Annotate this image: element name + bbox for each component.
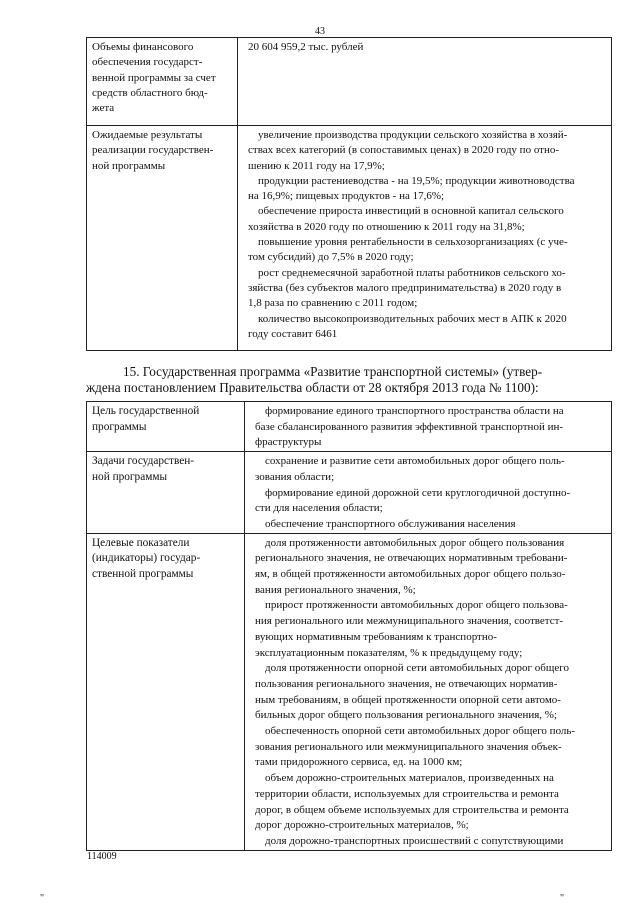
content-line: дорог, в общем объеме используемых для строительства и ремонта — [255, 803, 569, 816]
content-line: доля протяженности опорной сети автомобильных дорог общего — [265, 662, 569, 675]
label-line: жета — [92, 102, 115, 115]
label-line: Целевые показатели — [92, 536, 190, 549]
content-line: 20 604 959,2 тыс. рублей — [248, 41, 364, 53]
content-line: вания регионального значения, %; — [255, 583, 416, 596]
row-content-cell — [245, 402, 612, 452]
page-number: 43 — [315, 26, 325, 37]
label-line: Задачи государствен- — [92, 455, 195, 468]
scan-mark: " — [560, 893, 565, 904]
content-line: тами придорожного сервиса, ед. на 1000 км; — [255, 756, 463, 769]
content-line: вующих нормативным требованиям к транспортно- — [255, 630, 497, 643]
heading-line: 15. Государственная программа «Развитие транспортной системы» (утвер- — [123, 364, 543, 379]
content-line: фраструктуры — [255, 436, 322, 449]
table-row — [87, 402, 612, 452]
table-row — [87, 533, 612, 850]
content-line: пользования регионального значения, не отвечающих норматив- — [255, 677, 558, 690]
content-line: сти для населения области; — [255, 502, 383, 515]
content-line: объем дорожно-строительных материалов, произведенных на — [265, 772, 554, 785]
row-content-cell — [238, 126, 612, 351]
content-line: территории области, используемых для строительства и ремонта — [255, 787, 559, 800]
table-row — [87, 38, 612, 126]
content-line: эксплуатационным показателям, % к предыдущему году; — [255, 646, 523, 659]
heading-line: ждена постановлением Правительства области от 28 октября 2013 года № 1100): — [86, 380, 539, 395]
content-line: зования регионального или межмуниципального значения объек- — [255, 740, 562, 753]
row-label-cell — [87, 452, 245, 534]
content-line: ствах всех категорий (в сопоставимых ценах) в 2020 году по отно- — [248, 144, 560, 157]
content-line: продукции растениеводства - на 19,5%; продукции животноводства — [258, 174, 575, 187]
row-content-cell — [238, 38, 612, 126]
content-line: хозяйства в 2020 году по отношению к 2011 году на 31,8%; — [248, 220, 525, 233]
content-line: ния регионального или межмуниципального значения, соответст- — [255, 615, 564, 628]
row-content-cell — [245, 452, 612, 534]
content-line: формирование единого транспортного пространства области на — [265, 405, 564, 417]
label-line: реализации государствен- — [92, 144, 214, 157]
content-line: увеличение производства продукции сельского хозяйства в хозяй- — [258, 129, 568, 141]
row-content-cell — [245, 533, 612, 850]
content-line: шению к 2011 году на 17,9%; — [248, 159, 385, 172]
content-line: ям, в общей протяженности автомобильных дорог общего пользо- — [255, 568, 566, 581]
content-line: количество высокопроизводительных рабочих мест в АПК к 2020 — [258, 312, 567, 325]
content-line: рост среднемесячной заработной платы работников сельского хо- — [258, 266, 566, 279]
content-line: на 16,9%; пищевых продуктов - на 17,6%; — [248, 190, 445, 203]
scan-mark: " — [40, 893, 45, 904]
program-passport-table-2 — [86, 401, 612, 851]
label-line: (индикаторы) государ- — [92, 552, 201, 565]
content-line: дорог дорожно-строительных материалов, %; — [255, 819, 469, 832]
row-label-cell — [87, 38, 238, 126]
label-line: ной программы — [92, 470, 168, 483]
content-line: прирост протяженности автомобильных дорог общего пользова- — [265, 599, 568, 612]
label-line: ной программы — [92, 159, 166, 172]
label-line: обеспечения государст- — [92, 56, 203, 69]
content-line: ным требованиям, в общей протяженности опорной сети автомо- — [255, 693, 561, 706]
content-line: бильных дорог общего пользования регионального значения, %; — [255, 709, 558, 722]
content-line: доля дорожно-транспортных происшествий с сопутствующими — [265, 834, 564, 847]
row-label-cell — [87, 402, 245, 452]
label-line: Цель государственной — [92, 405, 200, 417]
content-line: сохранение и развитие сети автомобильных дорог общего поль- — [265, 455, 565, 468]
label-line: средств областного бюд- — [92, 86, 208, 99]
content-line: году составит 6461 — [248, 327, 338, 340]
document-code: 114009 — [87, 851, 117, 862]
label-line: программы — [92, 420, 147, 433]
label-line: ственной программы — [92, 568, 194, 581]
content-line: базе сбалансированного развития эффективной транспортной ин- — [255, 420, 564, 433]
program-passport-table-1 — [86, 37, 612, 351]
content-line: повышение уровня рентабельности в сельхозорганизациях (с уче- — [258, 236, 568, 249]
row-label-cell — [87, 126, 238, 351]
content-line: зования области; — [255, 470, 335, 483]
content-line: обеспеченность опорной сети автомобильных дорог общего поль- — [265, 725, 576, 738]
content-line: регионального значения, не отвечающих нормативным требовани- — [255, 552, 568, 565]
content-line: доля протяженности автомобильных дорог общего пользования — [265, 536, 565, 549]
content-line: зяйства (без субъектов малого предпринимательства) в 2020 году в — [248, 281, 562, 294]
label-line: Объемы финансового — [92, 41, 194, 53]
row-label-cell — [87, 533, 245, 850]
content-line: обеспечение прироста инвестиций в основной капитал сельского — [258, 205, 564, 218]
content-line: формирование единой дорожной сети круглогодичной доступно- — [265, 486, 571, 499]
label-line: Ожидаемые результаты — [92, 129, 203, 141]
program-heading — [86, 364, 626, 396]
content-line: обеспечение транспортного обслуживания населения — [265, 517, 516, 530]
table-row — [87, 452, 612, 534]
content-line: 1,8 раза по сравнению с 2011 годом; — [248, 297, 418, 310]
label-line: венной программы за счет — [92, 71, 216, 84]
table-row — [87, 126, 612, 351]
content-line: том субсидий) до 7,5% в 2020 году; — [248, 251, 414, 264]
